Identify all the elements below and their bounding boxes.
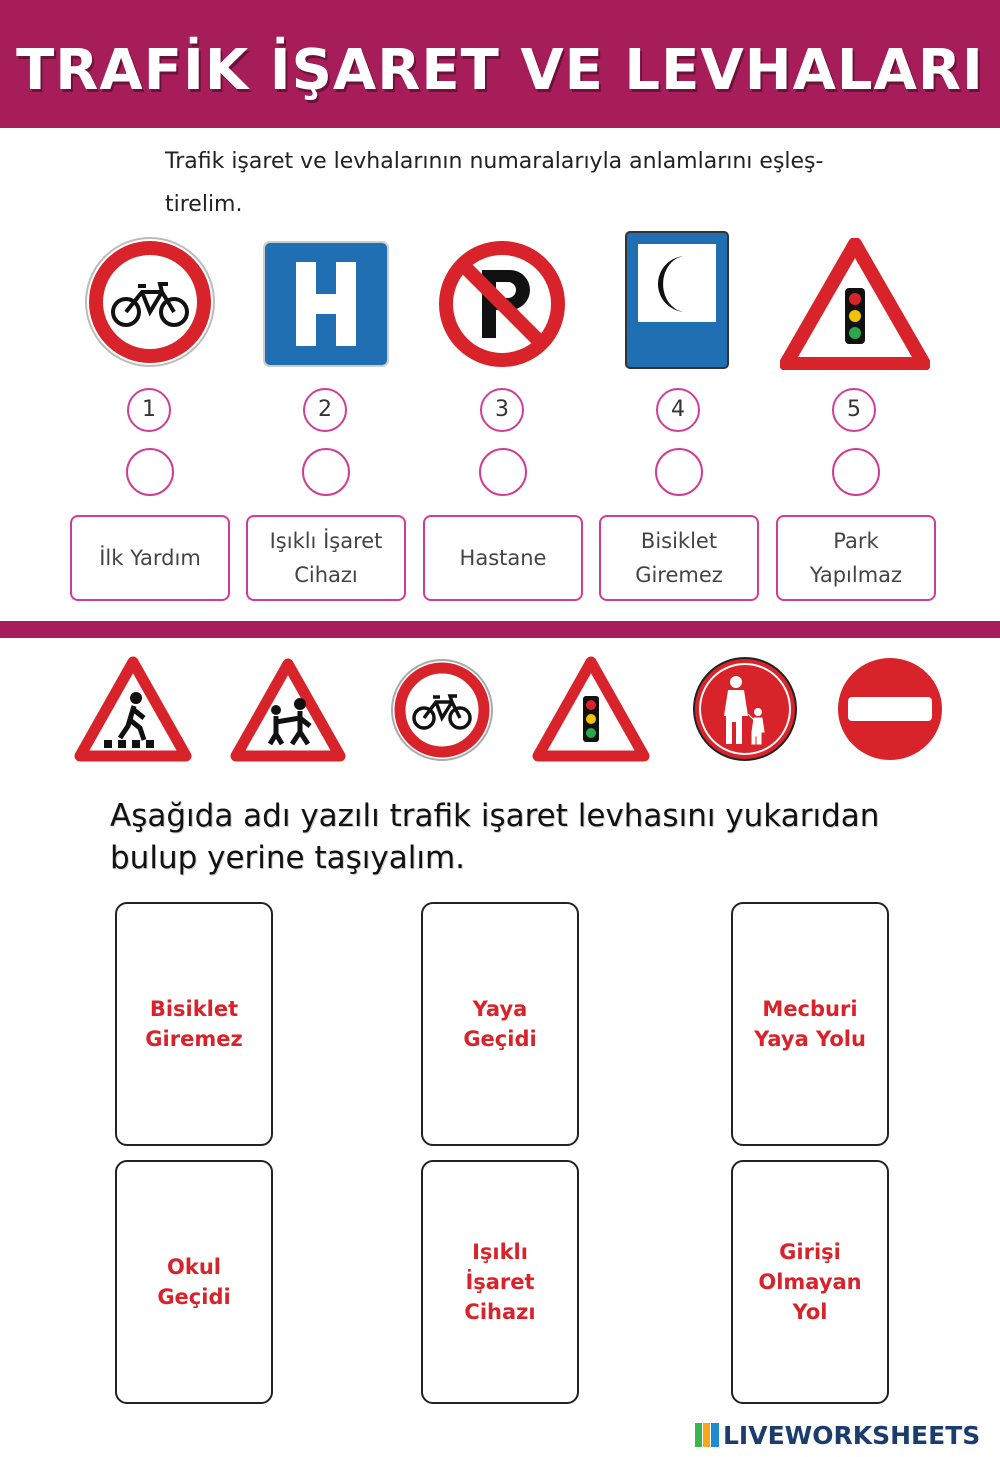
drop-card-okul-gecidi[interactable]: Okul Geçidi: [115, 1160, 273, 1404]
meaning-label-hastane: Hastane: [423, 515, 583, 601]
meaning-label-bisiklet-giremez: Bisiklet Giremez: [599, 515, 759, 601]
sign-number-2: 2: [303, 388, 347, 432]
traffic-light-warning-sign-icon[interactable]: [532, 656, 650, 764]
traffic-light-warning-sign-icon: [780, 238, 930, 370]
drop-card-girisi-olmayan-yol[interactable]: Girişi Olmayan Yol: [731, 1160, 889, 1404]
answer-circle-1[interactable]: [126, 448, 174, 496]
no-entry-sign-icon[interactable]: [836, 656, 944, 762]
answer-circle-2[interactable]: [302, 448, 350, 496]
page-title: TRAFİK İŞARET VE LEVHALARI: [16, 38, 984, 103]
meaning-label-park-yapilmaz: Park Yapılmaz: [776, 515, 936, 601]
drop-card-bisiklet-giremez[interactable]: Bisiklet Giremez: [115, 902, 273, 1146]
answer-circle-3[interactable]: [479, 448, 527, 496]
pedestrian-path-sign-icon[interactable]: [692, 656, 798, 762]
drop-card-yaya-gecidi[interactable]: Yaya Geçidi: [421, 902, 579, 1146]
drop-card-mecburi-yaya-yolu[interactable]: Mecburi Yaya Yolu: [731, 902, 889, 1146]
liveworksheets-logo[interactable]: [695, 1420, 980, 1450]
drag-instruction: Aşağıda adı yazılı trafik işaret levhasını yukarıdan bulup yerine taşıyalım.: [110, 798, 880, 876]
sign-number-3: 3: [480, 388, 524, 432]
liveworksheets-brand: LIVEWORKSHEETS: [723, 1420, 981, 1450]
no-parking-sign-icon: [436, 238, 568, 370]
sign-number-4: 4: [656, 388, 700, 432]
first-aid-crescent-sign-icon: [624, 230, 730, 370]
section-divider: [0, 621, 1000, 638]
matching-instruction: Trafik işaret ve levhalarının numaralarıyla anlamlarını eşleş- tirelim.: [165, 149, 824, 217]
no-bicycle-sign-icon: [84, 236, 216, 368]
sign-number-1: 1: [127, 388, 171, 432]
drop-card-isikli-isaret-cihazi[interactable]: Işıklı İşaret Cihazı: [421, 1160, 579, 1404]
no-bicycle-sign-icon[interactable]: [390, 658, 494, 762]
school-crossing-sign-icon[interactable]: [230, 658, 346, 764]
meaning-label-ilk-yardim: İlk Yardım: [70, 515, 230, 601]
pedestrian-crossing-sign-icon[interactable]: [74, 656, 192, 764]
meaning-label-isikli-isaret: Işıklı İşaret Cihazı: [246, 515, 406, 601]
sign-number-5: 5: [832, 388, 876, 432]
answer-circle-4[interactable]: [655, 448, 703, 496]
hospital-sign-icon: [262, 240, 390, 368]
liveworksheets-logo-icon: [695, 1423, 719, 1447]
answer-circle-5[interactable]: [832, 448, 880, 496]
